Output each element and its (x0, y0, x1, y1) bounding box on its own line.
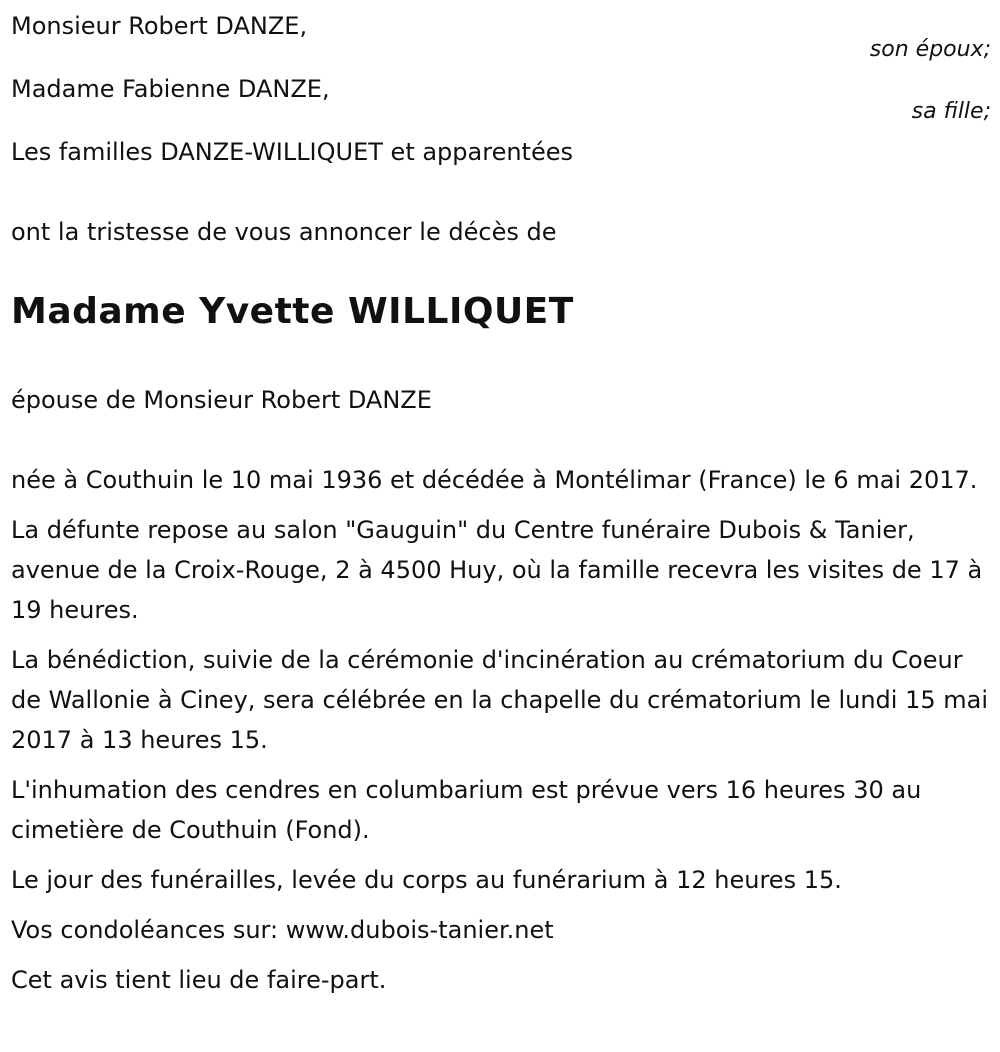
deceased-name: Madame Yvette WILLIQUET (11, 291, 574, 332)
funeral-day-paragraph: Le jour des funérailles, levée du corps au funérarium à 12 heures 15. (11, 866, 842, 894)
daughter-name: Madame Fabienne DANZE, (11, 75, 330, 103)
husband-name: Monsieur Robert DANZE, (11, 12, 308, 40)
announcement-line: ont la tristesse de vous annoncer le décès de (11, 218, 557, 246)
husband-relation: son époux; (869, 37, 991, 62)
birth-death-paragraph: née à Couthuin le 10 mai 1936 et décédée à Montélimar (France) le 6 mai 2017. (11, 466, 978, 494)
ceremony-paragraph: La bénédiction, suivie de la cérémonie d'incinération au crématorium du Coeur de Wallonie à Ciney, sera célébrée en la chapelle du crématorium le lundi 15 mai 2017 à 13 heures 15. (11, 646, 988, 754)
inhumation-paragraph: L'inhumation des cendres en columbarium est prévue vers 16 heures 30 au cimetière de Couthuin (Fond). (11, 776, 922, 844)
rest-paragraph: La défunte repose au salon "Gauguin" du Centre funéraire Dubois & Tanier, avenue de la Croix-Rouge, 2 à 4500 Huy, où la famille recevra les visites de 17 à 19 heures. (11, 516, 983, 624)
daughter-relation: sa fille; (911, 99, 991, 124)
faire-part-paragraph: Cet avis tient lieu de faire-part. (11, 966, 387, 994)
families-line: Les familles DANZE-WILLIQUET et apparentées (11, 138, 573, 166)
condolences-paragraph: Vos condoléances sur: www.dubois-tanier.net (11, 916, 554, 944)
details-section (11, 460, 991, 1000)
spouse-line: épouse de Monsieur Robert DANZE (11, 386, 432, 414)
